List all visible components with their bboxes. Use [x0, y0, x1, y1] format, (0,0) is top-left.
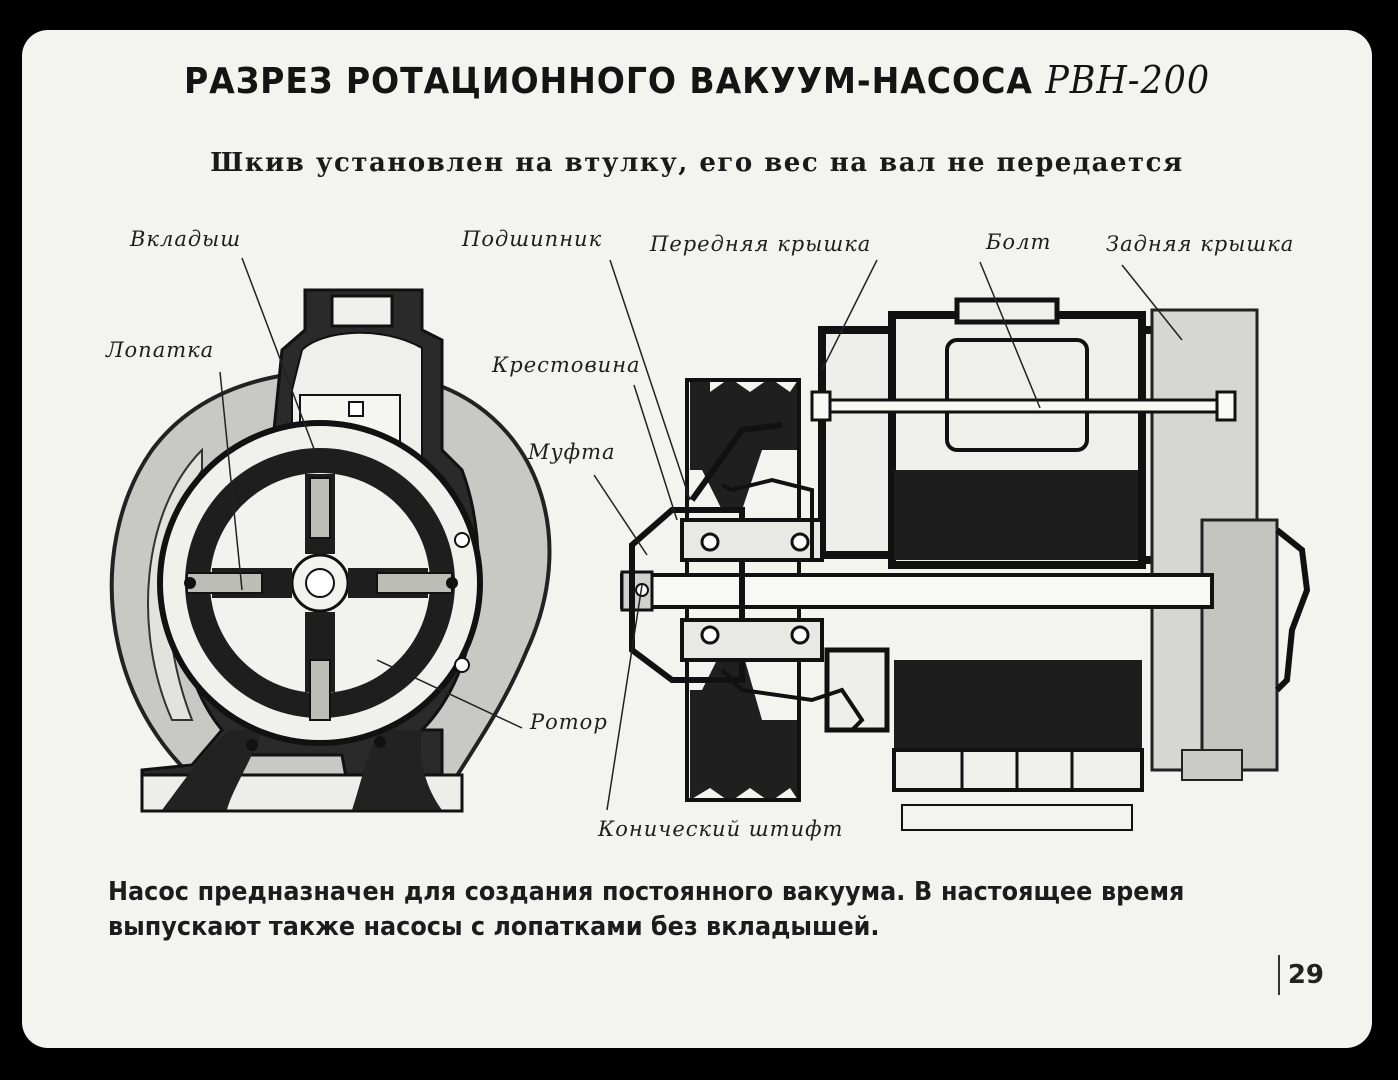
label-perednyaya-kryshka: Передняя крышка	[650, 232, 872, 256]
label-konicheskiy-shtift: Конический штифт	[598, 817, 844, 841]
label-zadnyaya-kryshka: Задняя крышка	[1106, 232, 1295, 256]
label-lopatka: Лопатка	[106, 338, 215, 362]
label-rotor: Ротор	[530, 710, 608, 734]
description-note	[108, 875, 1184, 945]
leader-konicheskiy-shtift	[607, 585, 642, 810]
label-podshipnik: Подшипник	[462, 227, 603, 251]
title-main: РАЗРЕЗ РОТАЦИОННОГО ВАКУУМ-НАСОСА	[183, 61, 1033, 102]
cross-section-view	[112, 290, 550, 811]
label-vkladysh: Вкладыш	[130, 227, 242, 251]
leader-mufta	[594, 475, 647, 555]
leader-krestovina	[634, 385, 677, 520]
title-model: РВН-200	[1045, 58, 1211, 102]
longitudinal-section-view	[622, 300, 1307, 830]
label-mufta: Муфта	[528, 440, 616, 464]
note-line-1: Насос предназначен для создания постоянного вакуума. В настоящее время	[108, 877, 1185, 907]
label-bolt: Болт	[986, 230, 1052, 254]
page-number: 29	[1278, 955, 1324, 995]
note-line-2: выпускают также насосы с лопатками без вкладышей.	[108, 912, 880, 942]
label-krestovina: Крестовина	[492, 353, 641, 377]
subtitle: Шкив установлен на втулку, его вес на вал не передается	[210, 148, 1184, 178]
leader-podshipnik	[610, 260, 690, 500]
slide-card	[22, 30, 1372, 1048]
